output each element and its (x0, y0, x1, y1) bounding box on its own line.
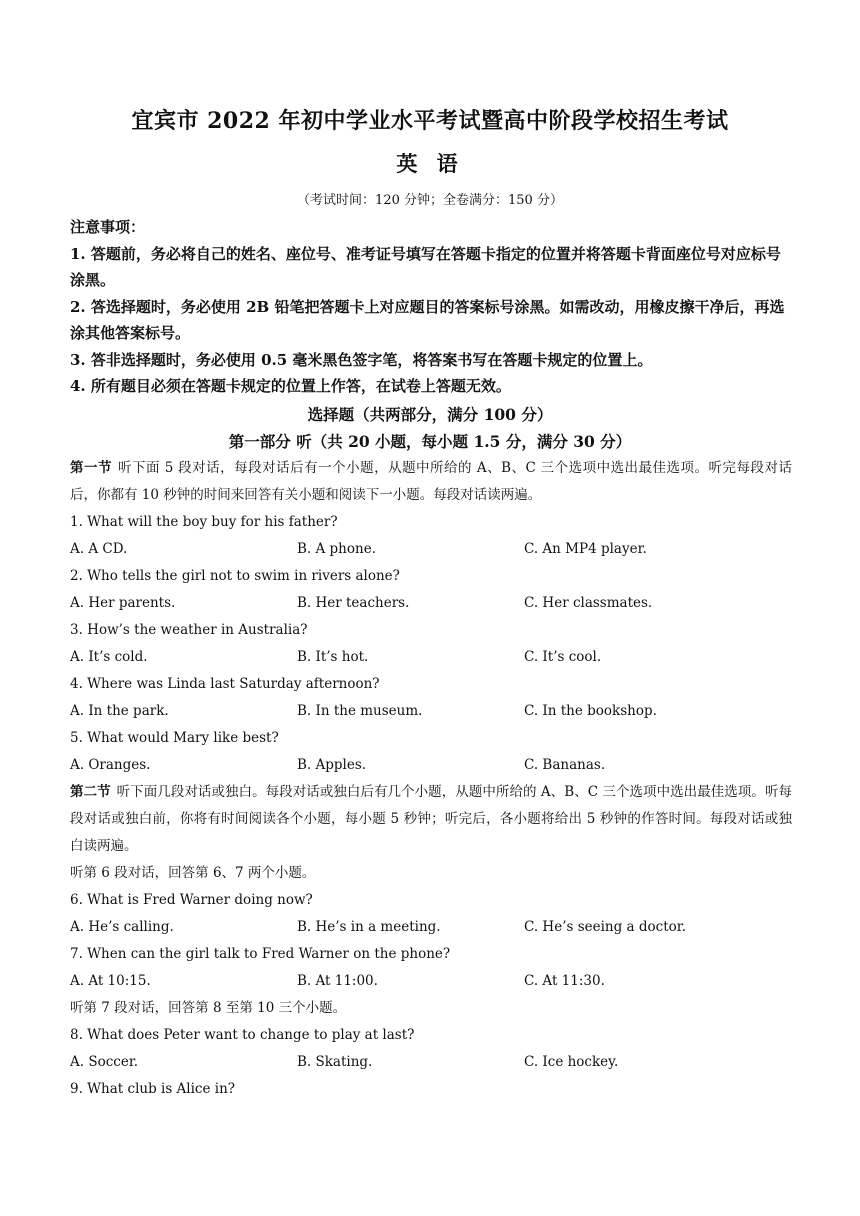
note-item-1: 1. 答题前，务必将自己的姓名、座位号、准考证号填写在答题卡指定的位置并将答题卡背面座位号对应标号涂黑。 (70, 244, 781, 289)
question-2: 2. Who tells the girl not to swim in rivers alone? (70, 568, 400, 584)
option-c: C. He’s seeing a doctor. (524, 919, 687, 935)
dialogue-6-note: 听第 6 段对话，回答第 6、7 两个小题。 (70, 865, 316, 881)
exam-time-info: （考试时间：120 分钟；全卷满分：150 分） (297, 193, 563, 208)
section2-instructions: 第二节 听下面几段对话或独白。每段对话或独白后有几个小题，从题中所给的 A、B、C 三个选项中选出最佳选项。听每段对话或独白前，你将有时间阅读各个小题，每小题 5 秒钟；听完后，各小题将给出 5 秒钟的作答时间。每段对话或独白读两遍。 (70, 784, 792, 854)
exam-title: 宜宾市 2022 年初中学业水平考试暨高中阶段学校招生考试 (131, 108, 729, 134)
option-c: C. Bananas. (524, 757, 606, 773)
option-a: A. Her parents. (70, 595, 176, 611)
option-b: B. Her teachers. (297, 595, 410, 611)
options-6 (70, 914, 792, 941)
notes-block (70, 214, 792, 400)
subject-title: 英 语 (396, 151, 464, 176)
option-c: C. An MP4 player. (524, 541, 647, 557)
options-7 (70, 968, 792, 995)
note-item-4: 4. 所有题目必须在答题卡规定的位置上作答，在试卷上答题无效。 (70, 377, 511, 395)
question-3: 3. How’s the weather in Australia? (70, 622, 308, 638)
question-5: 5. What would Mary like best? (70, 730, 279, 746)
option-b: B. It’s hot. (297, 649, 369, 665)
note-item-3: 3. 答非选择题时，务必使用 0.5 毫米黑色签字笔，将答案书写在答题卡规定的位置上。 (70, 350, 653, 369)
dialogue-7-note: 听第 7 段对话，回答第 8 至第 10 三个小题。 (70, 1000, 347, 1016)
question-body (70, 455, 792, 1103)
option-b: B. A phone. (297, 541, 376, 557)
options-8 (70, 1049, 792, 1076)
option-c: C. Her classmates. (524, 595, 653, 611)
option-a: A. In the park. (70, 703, 169, 719)
options-3 (70, 644, 792, 671)
option-a: A. At 10:15. (70, 973, 151, 989)
question-9: 9. What club is Alice in? (70, 1081, 236, 1097)
section1-label: 第一节 (70, 460, 112, 476)
options-1 (70, 536, 792, 563)
section1-instructions: 第一节 听下面 5 段对话，每段对话后有一个小题，从题中所给的 A、B、C 三个选项中选出最佳选项。听完每段对话后，你都有 10 秒钟的时间来回答有关小题和阅读下一小题。每段对话读两遍。 (70, 460, 793, 503)
option-b: B. Apples. (297, 757, 367, 773)
notes-heading: 注意事项： (70, 218, 146, 236)
note-item-2: 2. 答选择题时，务必使用 2B 铅笔把答题卡上对应题目的答案标号涂黑。如需改动，用橡皮擦干净后，再选涂其他答案标号。 (70, 297, 785, 342)
section2-label: 第二节 (70, 784, 111, 800)
option-c: C. At 11:30. (524, 973, 605, 989)
section-heading: 选择题（共两部分，满分 100 分） (307, 405, 553, 424)
option-b: B. In the museum. (297, 703, 423, 719)
options-2 (70, 590, 792, 617)
option-c: C. In the bookshop. (524, 703, 657, 719)
option-a: A. Oranges. (70, 757, 151, 773)
question-6: 6. What is Fred Warner doing now? (70, 892, 313, 908)
option-a: A. It’s cold. (70, 649, 148, 665)
options-4 (70, 698, 792, 725)
question-4: 4. Where was Linda last Saturday afternoon? (70, 676, 380, 692)
question-8: 8. What does Peter want to change to play at last? (70, 1027, 415, 1043)
option-b: B. At 11:00. (297, 973, 378, 989)
question-1: 1. What will the boy buy for his father? (70, 514, 338, 530)
option-b: B. He’s in a meeting. (297, 919, 441, 935)
part-heading: 第一部分 听（共 20 小题，每小题 1.5 分，满分 30 分） (228, 432, 632, 451)
question-7: 7. When can the girl talk to Fred Warner on the phone? (70, 946, 451, 962)
option-c: C. Ice hockey. (524, 1054, 619, 1070)
option-a: A. He’s calling. (70, 919, 174, 935)
option-a: A. A CD. (70, 541, 128, 557)
options-5 (70, 752, 792, 779)
option-a: A. Soccer. (70, 1054, 139, 1070)
option-b: B. Skating. (297, 1054, 373, 1070)
option-c: C. It’s cool. (524, 649, 602, 665)
